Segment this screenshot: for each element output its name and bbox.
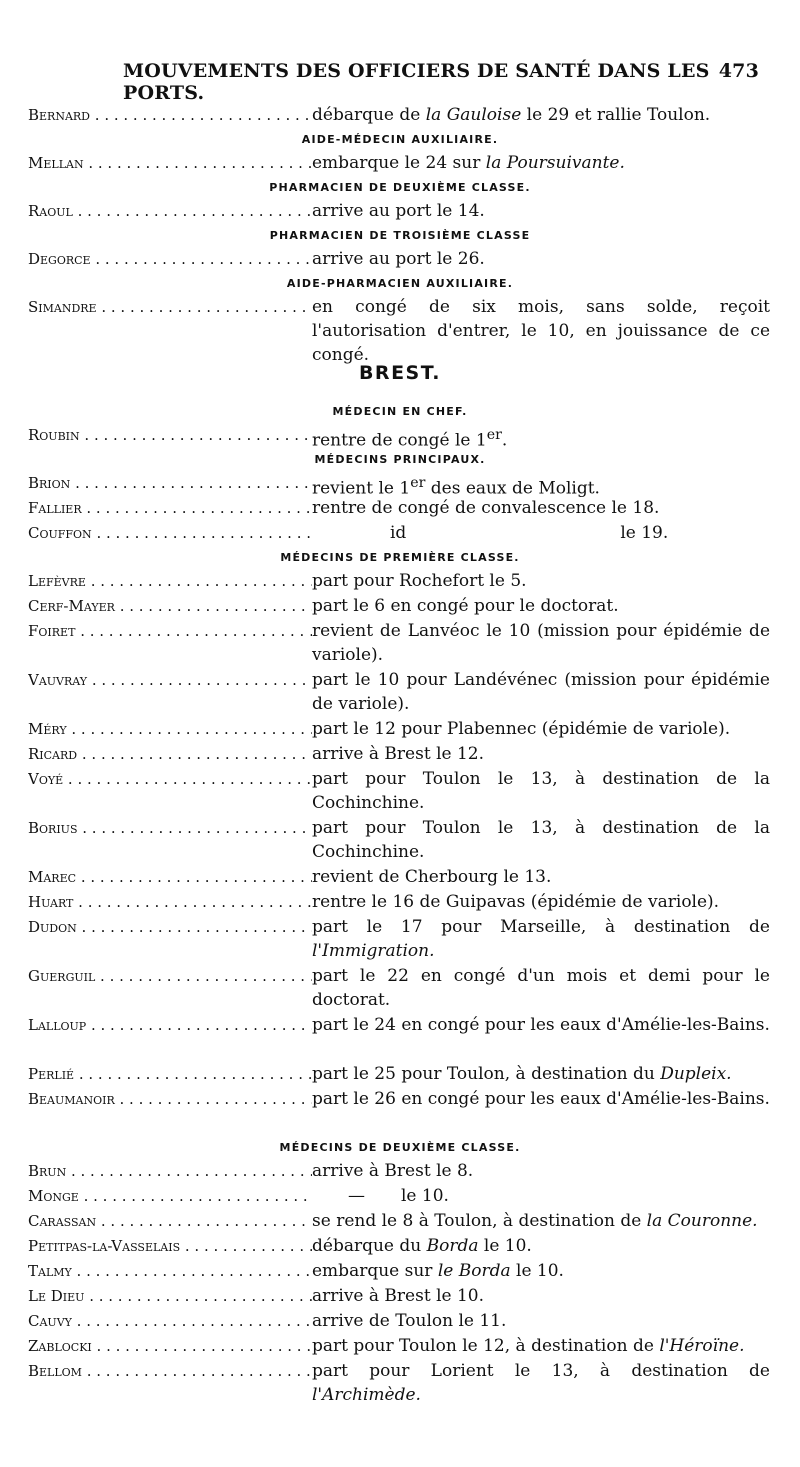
officer-name: Voyé . . .	[28, 770, 312, 788]
officer-name: Huart . . .	[28, 893, 312, 911]
movement-description: part pour Rochefort le 5.	[312, 571, 527, 591]
officer-name: Couffon . . .	[28, 524, 312, 542]
movement-description: arrive à Brest le 8.	[312, 1161, 474, 1181]
officer-name: Beaumanoir . . .	[28, 1090, 312, 1108]
movement-description: part le 24 en congé pour les eaux d'Amélie-les-Bains.	[312, 1015, 770, 1035]
movement-description: arrive à Brest le 12.	[312, 744, 485, 764]
movement-description: arrive au port le 14.	[312, 201, 485, 221]
section-heading: PHARMACIEN DE TROISIÈME CLASSE	[269, 229, 531, 242]
officer-name: Talmy . . .	[28, 1262, 312, 1280]
movement-description: — le 10.	[348, 1186, 449, 1206]
section-heading: MÉDECINS DE DEUXIÈME CLASSE.	[279, 1141, 521, 1154]
officer-name: Simandre . . .	[28, 298, 312, 316]
officer-name: Fallier . . .	[28, 499, 312, 517]
movement-description: part le 12 pour Plabennec (épidémie de variole).	[312, 719, 731, 739]
officer-name: Mellan . . .	[28, 154, 312, 172]
movement-description: se rend le 8 à Toulon, à destination de la Couronne.	[312, 1211, 758, 1231]
officer-name: Raoul . . .	[28, 202, 312, 220]
movement-description: rentre de congé le 1er.	[312, 427, 508, 451]
officer-name: Degorce . . .	[28, 250, 312, 268]
officer-name: Cauvy . . .	[28, 1312, 312, 1330]
movement-description: part le 22 en congé d'un mois et demi pour le doctorat.	[312, 966, 770, 1010]
officer-name: Lefèvre . . .	[28, 572, 312, 590]
movement-description: revient de Cherbourg le 13.	[312, 867, 552, 887]
section-heading: MÉDECIN EN CHEF.	[332, 405, 468, 418]
officer-name: Roubin . . .	[28, 426, 312, 444]
movement-description: débarque de la Gauloise le 29 et rallie Toulon.	[312, 105, 711, 125]
movement-description: part le 26 en congé pour les eaux d'Amélie-les-Bains.	[312, 1089, 770, 1109]
running-title: MOUVEMENTS DES OFFICIERS DE SANTÉ DANS LES PORTS.	[123, 60, 710, 104]
movement-description: rentre le 16 de Guipavas (épidémie de variole).	[312, 892, 720, 912]
officer-name: Ricard . . .	[28, 745, 312, 763]
officer-name: Brion . . .	[28, 474, 312, 492]
officer-name: Dudon . . .	[28, 918, 312, 936]
movement-description: débarque du Borda le 10.	[312, 1236, 532, 1256]
movement-description: id le 19.	[390, 523, 669, 543]
section-heading: AIDE-MÉDECIN AUXILIAIRE.	[301, 133, 499, 146]
officer-name: Lalloup . . .	[28, 1016, 312, 1034]
officer-name: Cerf-Mayer . . .	[28, 597, 312, 615]
officer-name: Marec . . .	[28, 868, 312, 886]
movement-description: part pour Toulon le 13, à destination de la Cochinchine.	[312, 769, 770, 813]
movement-description: part pour Toulon le 13, à destination de la Cochinchine.	[312, 818, 770, 862]
officer-name: Petitpas-la-Vasselais . . .	[28, 1237, 312, 1255]
movement-description: part le 10 pour Landévénec (mission pour épidémie de variole).	[312, 670, 770, 714]
officer-name: Bellom . . .	[28, 1362, 312, 1380]
section-heading: MÉDECINS DE PREMIÈRE CLASSE.	[280, 551, 520, 564]
movement-description: part pour Toulon le 12, à destination de l'Héroïne.	[312, 1336, 745, 1356]
section-heading: AIDE-PHARMACIEN AUXILIAIRE.	[286, 277, 514, 290]
movement-description: part pour Lorient le 13, à destination de l'Archimède.	[312, 1361, 770, 1405]
movement-description: embarque le 24 sur la Poursuivante.	[312, 153, 625, 173]
officer-name: Méry . . .	[28, 720, 312, 738]
movement-description: arrive au port le 26.	[312, 249, 485, 269]
section-heading: MÉDECINS PRINCIPAUX.	[314, 453, 486, 466]
officer-name: Zablocki . . .	[28, 1337, 312, 1355]
movement-description: embarque sur le Borda le 10.	[312, 1261, 564, 1281]
movement-description: en congé de six mois, sans solde, reçoit l'autorisation d'entrer, le 10, en jouissance de ce congé.	[312, 297, 770, 365]
officer-name: Carassan . . .	[28, 1212, 312, 1230]
page-header	[95, 60, 767, 104]
movement-description: part le 17 pour Marseille, à destination de l'Immigration.	[312, 917, 770, 961]
officer-name: Perlié . . .	[28, 1065, 312, 1083]
officer-name: Brun . . .	[28, 1162, 312, 1180]
movement-description: arrive à Brest le 10.	[312, 1286, 485, 1306]
port-heading: BREST.	[358, 362, 442, 384]
officer-name: Monge . . .	[28, 1187, 312, 1205]
officer-name: Foiret . . .	[28, 622, 312, 640]
page-number: 473	[718, 60, 759, 82]
movement-description: revient le 1er des eaux de Moligt.	[312, 475, 600, 499]
officer-name: Vauvray . . .	[28, 671, 312, 689]
movement-description: revient de Lanvéoc le 10 (mission pour épidémie de variole).	[312, 621, 770, 665]
movement-description: part le 6 en congé pour le doctorat.	[312, 596, 619, 616]
officer-name: Bernard . . .	[28, 106, 312, 124]
movement-description: arrive de Toulon le 11.	[312, 1311, 507, 1331]
movement-description: rentre de congé de convalescence le 18.	[312, 498, 660, 518]
movement-description: part le 25 pour Toulon, à destination du Dupleix.	[312, 1064, 732, 1084]
officer-name: Guerguil . . .	[28, 967, 312, 985]
officer-name: Borius . . .	[28, 819, 312, 837]
officer-name: Le Dieu . . .	[28, 1287, 312, 1305]
section-heading: PHARMACIEN DE DEUXIÈME CLASSE.	[269, 181, 531, 194]
